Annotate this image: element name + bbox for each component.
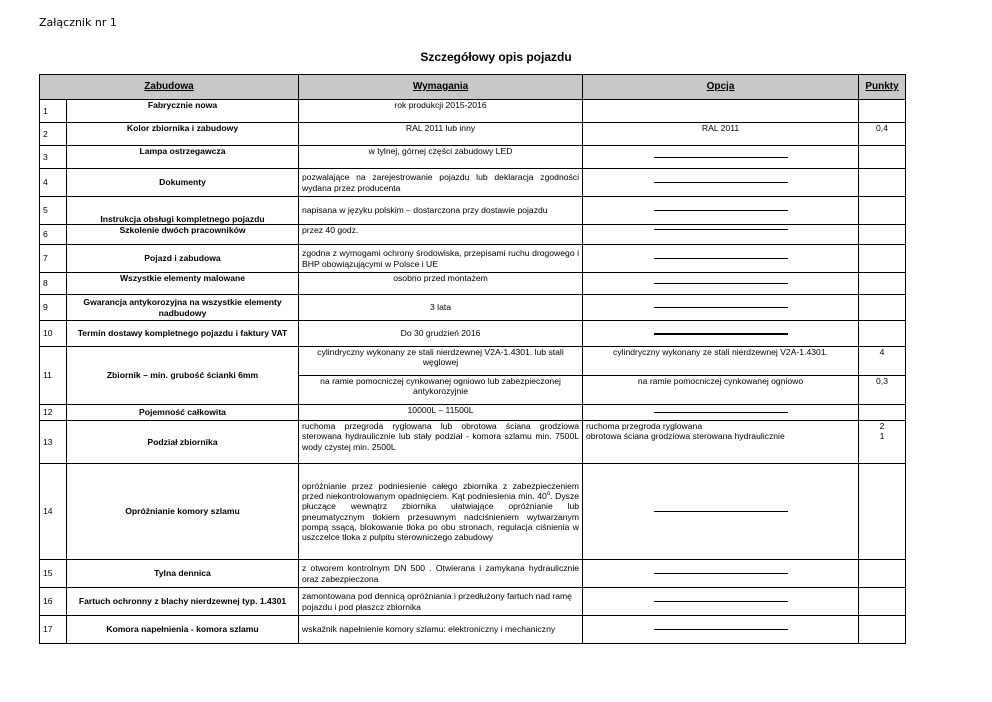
row-requirement: napisana w języku polskim – dostarczona przy dostawie pojazdu xyxy=(299,197,583,225)
row-points xyxy=(859,560,906,588)
row-number: 3 xyxy=(40,146,67,169)
dash-line xyxy=(654,229,788,230)
row-number: 8 xyxy=(40,273,67,295)
header-wymagania: Wymagania xyxy=(299,75,583,100)
row-points: 4 xyxy=(859,347,906,376)
row-number: 15 xyxy=(40,560,67,588)
row-option xyxy=(583,464,859,560)
dash-line xyxy=(654,210,788,211)
table-row xyxy=(40,321,906,347)
row-option: RAL 2011 xyxy=(583,123,859,146)
vehicle-spec-table xyxy=(39,74,906,644)
row-points: 0,3 xyxy=(859,376,906,405)
row-item: Pojemność całkowita xyxy=(67,405,299,421)
requirement-text: . Dysze płuczące wewnątrz zbiornika ułatwiające opróżnianie lub pneumatycznym tłokiem przesuwnym nadciśnieniem wytwarzanym pompą ssącą, blokowanie tłoka po obu stronach, regulacja ciśnienia w uszczelce tłoka z pulpitu sterowniczego zabudowy xyxy=(302,490,580,543)
row-number: 9 xyxy=(40,295,67,321)
row-requirement: wskaźnik napełnienie komory szlamu: elektroniczny i mechaniczny xyxy=(299,616,583,644)
row-requirement: w tylnej, górnej części zabudowy LED xyxy=(299,146,583,169)
row-points xyxy=(859,169,906,197)
row-points xyxy=(859,295,906,321)
dash-line xyxy=(654,283,788,284)
dash-line xyxy=(654,307,788,308)
row-number: 2 xyxy=(40,123,67,146)
table-row xyxy=(40,197,906,225)
degree-sign: o xyxy=(546,491,551,498)
row-item: Kolor zbiornika i zabudowy xyxy=(67,123,299,146)
header-punkty: Punkty xyxy=(859,75,906,100)
row-option xyxy=(583,421,859,464)
row-requirement: pozwalające na zarejestrowanie pojazdu lub deklaracja zgodności wydana przez producenta xyxy=(299,169,583,197)
row-item: Fartuch ochronny z blachy nierdzewnej typ. 1.4301 xyxy=(67,588,299,616)
row-points xyxy=(859,405,906,421)
row-option xyxy=(583,405,859,421)
row-number: 16 xyxy=(40,588,67,616)
row-number: 6 xyxy=(40,225,67,245)
row-points xyxy=(859,464,906,560)
row-option xyxy=(583,616,859,644)
row-option xyxy=(583,225,859,245)
row-points xyxy=(859,225,906,245)
row-requirement: z otworem kontrolnym DN 500 . Otwierana i zamykana hydraulicznie oraz zabezpieczona xyxy=(299,560,583,588)
row-points xyxy=(859,146,906,169)
table-row xyxy=(40,588,906,616)
row-points xyxy=(859,245,906,273)
table-row xyxy=(40,100,906,123)
option-line: ruchoma przegroda ryglowana xyxy=(586,421,703,431)
row-item: Opróżnianie komory szlamu xyxy=(67,464,299,560)
row-option xyxy=(583,273,859,295)
row-number: 4 xyxy=(40,169,67,197)
row-option xyxy=(583,169,859,197)
row-points: 0,4 xyxy=(859,123,906,146)
row-requirement: 3 lata xyxy=(299,295,583,321)
row-option xyxy=(583,197,859,225)
row-number: 5 xyxy=(40,197,67,225)
row-requirement xyxy=(299,464,583,560)
header-zabudowa: Zabudowa xyxy=(40,75,299,100)
row-points xyxy=(859,100,906,123)
dash-line xyxy=(654,333,788,335)
table-row xyxy=(40,169,906,197)
table-row xyxy=(40,347,906,376)
dash-line xyxy=(654,258,788,259)
row-requirement: przez 40 godz. xyxy=(299,225,583,245)
row-item: Pojazd i zabudowa xyxy=(67,245,299,273)
table-row xyxy=(40,123,906,146)
row-requirement: cylindryczny wykonany ze stali nierdzewnej V2A-1.4301. lub stali węglowej xyxy=(299,347,583,376)
row-item: Instrukcja obsługi kompletnego pojazdu xyxy=(67,197,299,225)
row-option xyxy=(583,295,859,321)
table-row xyxy=(40,295,906,321)
row-option xyxy=(583,100,859,123)
row-requirement: RAL 2011 lub inny xyxy=(299,123,583,146)
row-points xyxy=(859,421,906,464)
row-number: 1 xyxy=(40,100,67,123)
points-line: 2 xyxy=(879,421,885,431)
dash-line xyxy=(654,511,788,512)
row-option xyxy=(583,146,859,169)
row-points xyxy=(859,273,906,295)
row-item: Fabrycznie nowa xyxy=(67,100,299,123)
table-row xyxy=(40,560,906,588)
row-item: Tylna dennica xyxy=(67,560,299,588)
dash-line xyxy=(654,629,788,630)
table-row xyxy=(40,421,906,464)
row-requirement: zgodna z wymogami ochrony środowiska, przepisami ruchu drogowego i BHP obowiązującymi w Polsce i UE xyxy=(299,245,583,273)
table-row xyxy=(40,146,906,169)
row-item: Komora napełnienia - komora szlamu xyxy=(67,616,299,644)
row-item: Dokumenty xyxy=(67,169,299,197)
row-number: 14 xyxy=(40,464,67,560)
table-row xyxy=(40,225,906,245)
row-requirement: rok produkcji 2015-2016 xyxy=(299,100,583,123)
row-option: cylindryczny wykonany ze stali nierdzewnej V2A-1.4301. xyxy=(583,347,859,376)
points-line: 1 xyxy=(879,431,885,442)
row-item: Szkolenie dwóch pracowników xyxy=(67,225,299,245)
table-row xyxy=(40,464,906,560)
dash-line xyxy=(654,157,788,158)
table-row xyxy=(40,245,906,273)
row-points xyxy=(859,616,906,644)
row-item: Wszystkie elementy malowane xyxy=(67,273,299,295)
row-item: Podział zbiornika xyxy=(67,421,299,464)
row-item: Gwarancja antykorozyjna na wszystkie elementy nadbudowy xyxy=(67,295,299,321)
header-row xyxy=(40,75,906,100)
row-requirement: na ramie pomocniczej cynkowanej ogniowo lub zabezpieczonej antykorozyjnie xyxy=(299,376,583,405)
row-number: 17 xyxy=(40,616,67,644)
row-option: na ramie pomocniczej cynkowanej ogniowo xyxy=(583,376,859,405)
row-option xyxy=(583,245,859,273)
row-points xyxy=(859,197,906,225)
row-number: 12 xyxy=(40,405,67,421)
row-item: Zbiornik – min. grubość ścianki 6mm xyxy=(67,347,299,405)
row-number: 13 xyxy=(40,421,67,464)
row-requirement: osobno przed montażem xyxy=(299,273,583,295)
table-row xyxy=(40,616,906,644)
dash-line xyxy=(654,412,788,413)
row-item: Lampa ostrzegawcza xyxy=(67,146,299,169)
dash-line xyxy=(654,182,788,183)
row-number: 7 xyxy=(40,245,67,273)
requirement-text: opróżnianie przez podniesienie całego zbiornika z zabezpieczeniem przed niekontrolowanym opadnięciem. Kąt podniesienia min. 40 xyxy=(302,480,580,501)
row-option xyxy=(583,321,859,347)
table-row xyxy=(40,273,906,295)
row-requirement: ruchoma przegroda ryglowana lub obrotowa ściana grodziowa sterowana hydraulicznie lub stały podział - komora szlamu min. 7500L wody czystej min. 2500L xyxy=(299,421,583,464)
row-points xyxy=(859,321,906,347)
page-title: Szczegółowy opis pojazdu xyxy=(420,50,572,64)
annex-label: Załącznik nr 1 xyxy=(39,16,117,29)
dash-line xyxy=(654,573,788,574)
row-requirement: zamontowana pod dennicą opróżniania i przedłużony fartuch nad ramę pojazdu i pod płaszcz zbiornika xyxy=(299,588,583,616)
row-option xyxy=(583,588,859,616)
dash-line xyxy=(654,601,788,602)
header-opcja: Opcja xyxy=(583,75,859,100)
row-option xyxy=(583,560,859,588)
option-line: obrotowa ściana grodziowa sterowana hydraulicznie xyxy=(586,431,785,442)
row-points xyxy=(859,588,906,616)
row-requirement: Do 30 grudzień 2016 xyxy=(299,321,583,347)
row-number: 11 xyxy=(40,347,67,405)
row-item: Termin dostawy kompletnego pojazdu i faktury VAT xyxy=(67,321,299,347)
row-requirement: 10000L – 11500L xyxy=(299,405,583,421)
table-row xyxy=(40,405,906,421)
row-number: 10 xyxy=(40,321,67,347)
